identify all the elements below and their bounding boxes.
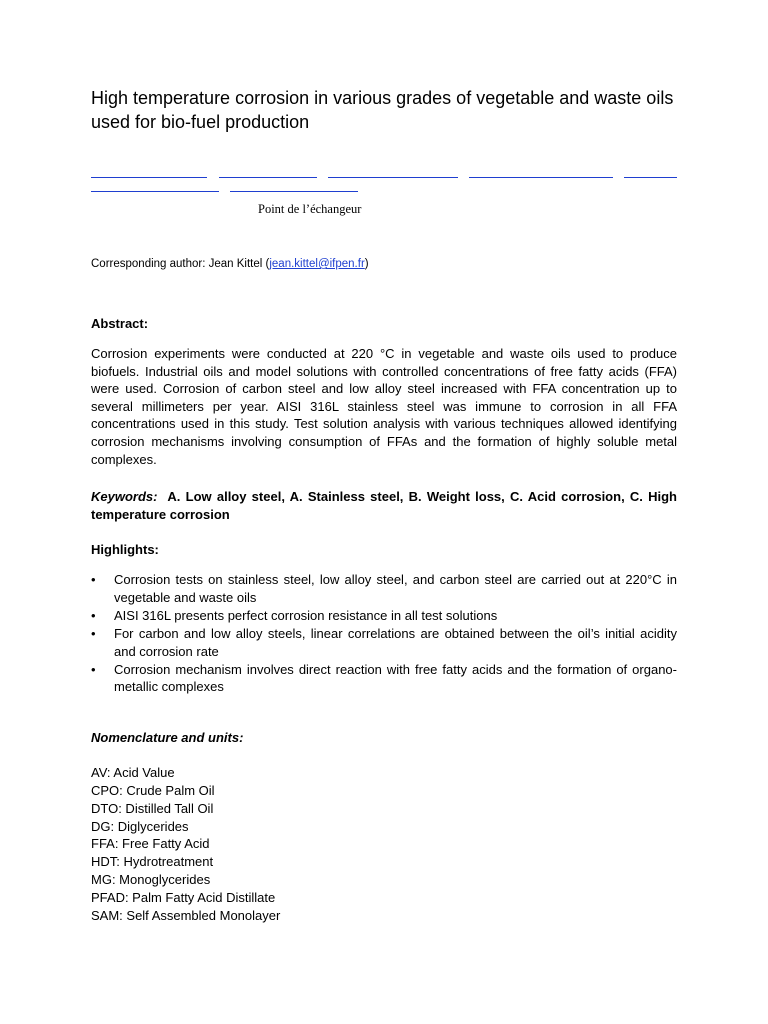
corresponding-author-suffix: ) [364, 258, 369, 270]
author-link-1[interactable] [91, 177, 207, 178]
highlight-text: AISI 316L presents perfect corrosion resistance in all test solutions [114, 607, 498, 623]
highlights-list [91, 571, 677, 696]
corresponding-author [91, 258, 369, 270]
highlight-text: For carbon and low alloy steels, linear correlations are obtained between the oil’s initial acidity and corrosion rate [114, 625, 677, 659]
bullet-icon: • [91, 661, 96, 677]
list-item: MG: Monoglycerides [91, 872, 211, 888]
list-item: CPO: Crude Palm Oil [91, 782, 215, 798]
author-link-7[interactable] [230, 191, 358, 192]
author-link-4[interactable] [469, 177, 613, 178]
list-item: SAM: Self Assembled Monolayer [91, 907, 281, 923]
list-item: DG: Diglycerides [91, 818, 189, 834]
author-link-3[interactable] [328, 177, 458, 178]
highlight-text: Corrosion mechanism involves direct reaction with free fatty acids and the formation of organo-metallic complexes [114, 661, 677, 695]
list-item [91, 625, 677, 661]
author-email-link[interactable]: jean.kittel@ifpen.fr [269, 258, 365, 270]
keywords-label: Keywords: [91, 489, 158, 504]
keywords [91, 488, 677, 523]
list-item: HDT: Hydrotreatment [91, 854, 214, 870]
bullet-icon: • [91, 607, 96, 623]
bullet-icon: • [91, 625, 96, 641]
list-item [91, 571, 677, 607]
list-item: AV: Acid Value [91, 765, 175, 780]
author-link-6[interactable] [91, 191, 219, 192]
abstract-text: Corrosion experiments were conducted at 220 °C in vegetable and waste oils used to produce biofuels. Industrial oils and model solutions with controlled concentrations of free fatty acids (FFA) were used. Corrosion of carbon steel and low alloy steel increased with FFA concentration up to several millimeters per year. AISI 316L stainless steel was immune to corrosion in all FFA concentrations used in this study. Test solution analysis with various techniques allowed identifying corrosion mechanisms involving consumption of FFAs and the formation of highly soluble metal complexes. [91, 346, 677, 467]
bullet-icon: • [91, 572, 96, 587]
abstract-heading: Abstract: [91, 316, 149, 331]
nomenclature-list [91, 764, 280, 925]
affiliation: Point de l’échangeur [258, 202, 362, 216]
author-link-2[interactable] [219, 177, 317, 178]
highlights-heading: Highlights: [91, 542, 159, 557]
list-item: PFAD: Palm Fatty Acid Distillate [91, 889, 276, 905]
list-item [91, 661, 677, 697]
nomenclature-heading: Nomenclature and units: [91, 730, 244, 745]
keywords-text: A. Low alloy steel, A. Stainless steel, B. Weight loss, C. Acid corrosion, C. High temperature corrosion [91, 489, 677, 522]
list-item [91, 607, 677, 625]
author-link-5[interactable] [624, 177, 677, 178]
highlight-text: Corrosion tests on stainless steel, low alloy steel, and carbon steel are carried out at 220°C in vegetable and waste oils [114, 572, 677, 605]
paper-title: High temperature corrosion in various grades of vegetable and waste oils used for bio-fuel production [91, 88, 674, 132]
corresponding-author-prefix: Corresponding author: Jean Kittel ( [91, 258, 270, 270]
list-item: DTO: Distilled Tall Oil [91, 800, 214, 816]
author-links [91, 170, 677, 196]
list-item: FFA: Free Fatty Acid [91, 836, 210, 852]
